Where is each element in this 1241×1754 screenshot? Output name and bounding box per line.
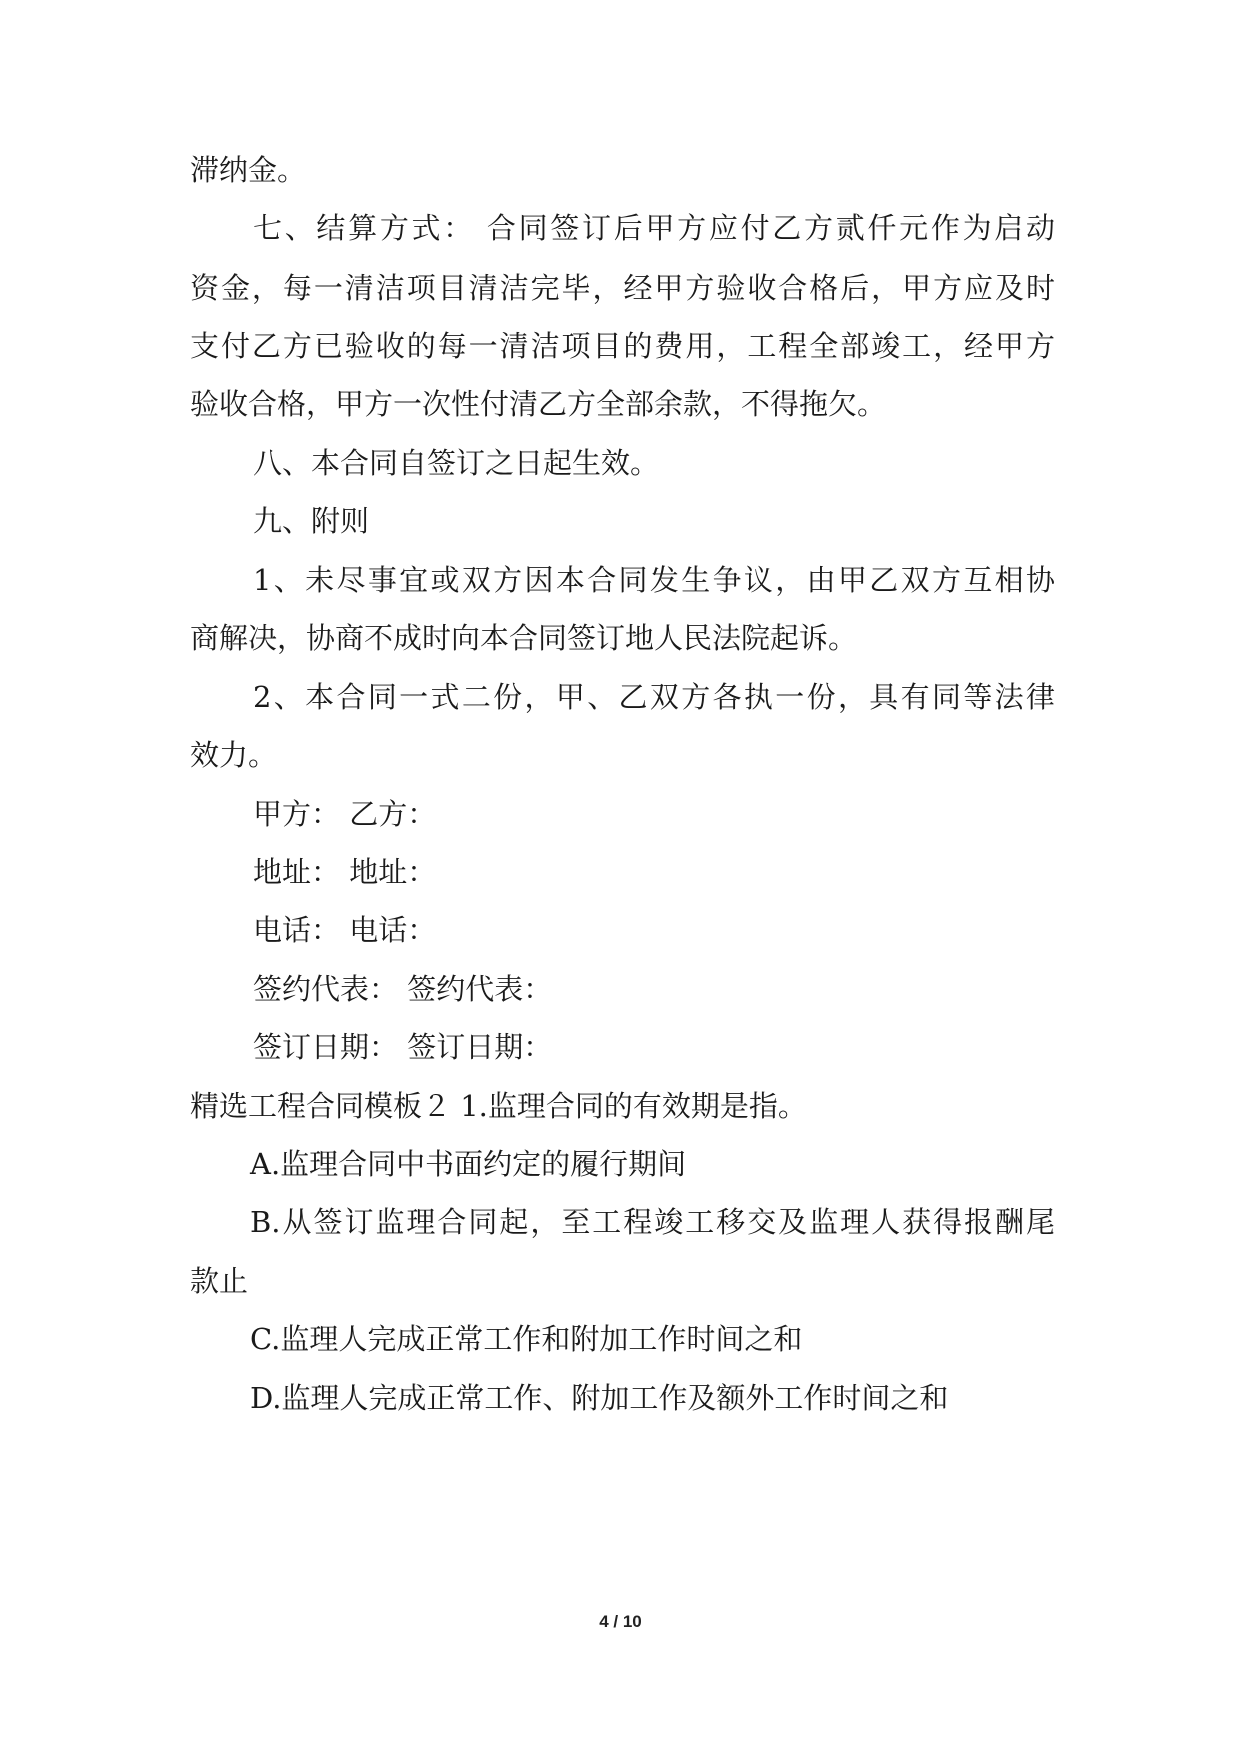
text-line: 支付乙方已验收的每一清洁项目的费用，工程全部竣工，经甲方 bbox=[190, 329, 1055, 363]
signature-line: 地址： 地址： bbox=[253, 855, 437, 889]
signature-line: 电话： 电话： bbox=[253, 913, 437, 947]
page-number: 4 / 10 bbox=[599, 1612, 642, 1631]
text-line: 资金，每一清洁项目清洁完毕，经甲方验收合格后，甲方应及时 bbox=[190, 271, 1055, 305]
option-line: B.从签订监理合同起，至工程竣工移交及监理人获得报酬尾 bbox=[250, 1205, 1055, 1239]
text-line: 八、本合同自签订之日起生效。 bbox=[253, 446, 660, 480]
text-line: 效力。 bbox=[190, 738, 278, 772]
text-line: 商解决，协商不成时向本合同签订地人民法院起诉。 bbox=[190, 621, 858, 655]
text-line: 九、附则 bbox=[253, 504, 370, 538]
signature-line: 甲方： 乙方： bbox=[253, 797, 437, 831]
option-line: A.监理合同中书面约定的履行期间 bbox=[250, 1147, 687, 1181]
option-line: D.监理人完成正常工作、附加工作及额外工作时间之和 bbox=[250, 1381, 949, 1415]
text-line: 七、结算方式： 合同签订后甲方应付乙方贰仟元作为启动 bbox=[253, 211, 1055, 245]
text-line: 1、未尽事宜或双方因本合同发生争议，由甲乙双方互相协 bbox=[253, 563, 1055, 597]
signature-line: 签约代表： 签约代表： bbox=[253, 972, 553, 1006]
option-line: 款止 bbox=[190, 1264, 249, 1298]
signature-line: 签订日期： 签订日期： bbox=[253, 1030, 553, 1064]
text-line: 滞纳金。 bbox=[190, 153, 307, 187]
text-line: 验收合格，甲方一次性付清乙方全部余款，不得拖欠。 bbox=[190, 387, 887, 421]
section-title-line: 精选工程合同模板２ 1.监理合同的有效期是指。 bbox=[190, 1089, 807, 1123]
text-line: 2、本合同一式二份，甲、乙双方各执一份，具有同等法律 bbox=[253, 680, 1055, 714]
option-line: C.监理人完成正常工作和附加工作时间之和 bbox=[250, 1322, 803, 1356]
